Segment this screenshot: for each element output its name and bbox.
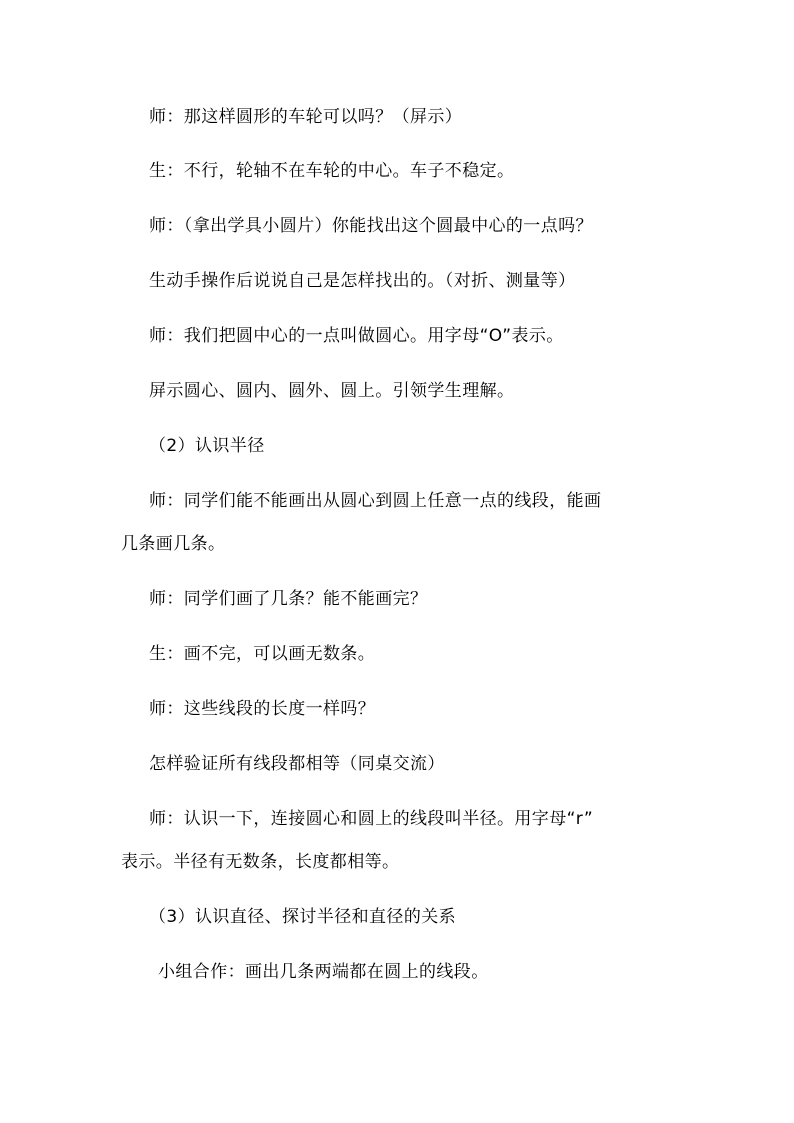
paragraph: 师：这些线段的长度一样吗？ [149,699,376,719]
paragraph: 生动手操作后说说自己是怎样找出的。（对折、测量等） [149,271,576,291]
paragraph: 生：不行，轮轴不在车轮的中心。车子不稳定。 [149,161,515,181]
paragraph: 师：认识一下，连接圆心和圆上的线段叫半径。用字母“r” [149,809,594,829]
paragraph: 师：我们把圆中心的一点叫做圆心。用字母“O”表示。 [149,326,564,346]
paragraph: 师：同学们能不能画出从圆心到圆上任意一点的线段，能画 [149,491,602,511]
paragraph: 师：那这样圆形的车轮可以吗？（屏示） [149,107,463,127]
section-heading: （3）认识直径、探讨半径和直径的关系 [149,907,457,927]
paragraph: 怎样验证所有线段都相等（同桌交流） [149,754,445,774]
paragraph: 生：画不完，可以画无数条。 [149,644,376,664]
paragraph-continuation: 几条画几条。 [121,534,226,554]
paragraph-continuation: 表示。半径有无数条，长度都相等。 [121,852,400,872]
paragraph: 师：（拿出学具小圆片）你能找出这个圆最中心的一点吗？ [149,216,593,236]
paragraph: 屏示圆心、圆内、圆外、圆上。引领学生理解。 [149,381,515,401]
paragraph: 小组合作：画出几条两端都在圆上的线段。 [158,962,489,982]
section-heading: （2）认识半径 [149,436,265,456]
paragraph: 师：同学们画了几条？能不能画完？ [149,589,428,609]
